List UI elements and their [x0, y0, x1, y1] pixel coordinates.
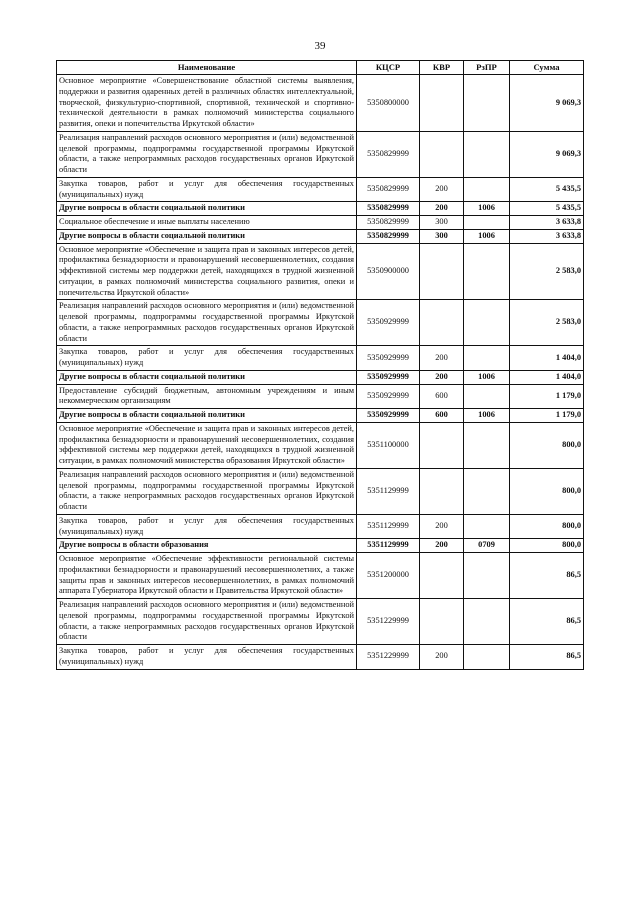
- page-number: 39: [314, 40, 326, 52]
- row-kvr: 200: [420, 539, 464, 553]
- table-header-row: [57, 61, 584, 75]
- row-kvr: [420, 553, 464, 599]
- table-row: [57, 370, 584, 384]
- row-kvr: 200: [420, 177, 464, 202]
- row-name: Закупка товаров, работ и услуг для обеспечения государственных (муниципальных) нужд: [57, 645, 357, 670]
- row-rzpr: [464, 131, 510, 177]
- row-name: Основное мероприятие «Обеспечение эффективности региональной системы профилактики безнадзорности и правонарушений несовершеннолетних, а также защиты прав и законных интересов несовершеннолетних, в рамках полномочий аппарата Губернатора Иркутской области и Правительства Иркутской области»: [57, 553, 357, 599]
- budget-table: [56, 60, 584, 670]
- row-name: Реализация направлений расходов основного мероприятия и (или) ведомственной целевой программы, подпрограммы государственной программы Иркутской области, а также непрограммных расходов государственных органов Иркутской области: [57, 300, 357, 346]
- row-kvr: [420, 422, 464, 468]
- row-rzpr: [464, 384, 510, 409]
- table-row: [57, 229, 584, 243]
- header-name: Наименование: [57, 61, 357, 75]
- row-name: Другие вопросы в области социальной политики: [57, 229, 357, 243]
- table-body: [57, 75, 584, 670]
- row-kvr: [420, 599, 464, 645]
- row-sum: 800,0: [510, 422, 584, 468]
- row-kcsr: 5351129999: [357, 514, 420, 539]
- row-kvr: 600: [420, 409, 464, 423]
- table-row: [57, 468, 584, 514]
- row-kcsr: 5350829999: [357, 229, 420, 243]
- row-sum: 86,5: [510, 553, 584, 599]
- row-kvr: 200: [420, 514, 464, 539]
- row-name: Реализация направлений расходов основного мероприятия и (или) ведомственной целевой программы, подпрограммы государственной программы Иркутской области, а также непрограммных расходов государственных органов Иркутской области: [57, 131, 357, 177]
- table-row: [57, 384, 584, 409]
- row-kvr: 200: [420, 346, 464, 371]
- row-rzpr: [464, 645, 510, 670]
- row-kcsr: 5350829999: [357, 216, 420, 230]
- row-sum: 9 069,3: [510, 131, 584, 177]
- row-rzpr: [464, 243, 510, 300]
- row-kcsr: 5350929999: [357, 346, 420, 371]
- row-rzpr: [464, 422, 510, 468]
- table-row: [57, 553, 584, 599]
- table-row: [57, 409, 584, 423]
- row-kvr: [420, 131, 464, 177]
- row-rzpr: 1006: [464, 370, 510, 384]
- row-kcsr: 5350829999: [357, 177, 420, 202]
- table-row: [57, 514, 584, 539]
- row-name: Другие вопросы в области социальной политики: [57, 202, 357, 216]
- row-sum: 800,0: [510, 539, 584, 553]
- row-kcsr: 5350929999: [357, 370, 420, 384]
- row-name: Социальное обеспечение и иные выплаты населению: [57, 216, 357, 230]
- row-rzpr: [464, 346, 510, 371]
- row-sum: 86,5: [510, 645, 584, 670]
- row-sum: 3 633,8: [510, 216, 584, 230]
- row-rzpr: 1006: [464, 409, 510, 423]
- row-kvr: [420, 75, 464, 132]
- row-kvr: 300: [420, 216, 464, 230]
- row-kcsr: 5350829999: [357, 202, 420, 216]
- table-row: [57, 243, 584, 300]
- row-kvr: 600: [420, 384, 464, 409]
- row-sum: 1 179,0: [510, 409, 584, 423]
- row-kcsr: 5350929999: [357, 300, 420, 346]
- table-row: [57, 599, 584, 645]
- header-sum: Сумма: [510, 61, 584, 75]
- row-name: Реализация направлений расходов основного мероприятия и (или) ведомственной целевой программы, подпрограммы государственной программы Иркутской области, а также непрограммных расходов государственных органов Иркутской области: [57, 468, 357, 514]
- row-kcsr: 5351229999: [357, 645, 420, 670]
- table-row: [57, 422, 584, 468]
- row-rzpr: [464, 553, 510, 599]
- row-kvr: 300: [420, 229, 464, 243]
- row-kcsr: 5351129999: [357, 468, 420, 514]
- row-name: Предоставление субсидий бюджетным, автономным учреждениям и иным некоммерческим организациям: [57, 384, 357, 409]
- row-sum: 3 633,8: [510, 229, 584, 243]
- table-row: [57, 300, 584, 346]
- header-rzpr: РзПР: [464, 61, 510, 75]
- table-row: [57, 216, 584, 230]
- row-name: Закупка товаров, работ и услуг для обеспечения государственных (муниципальных) нужд: [57, 177, 357, 202]
- header-kcsr: КЦСР: [357, 61, 420, 75]
- row-rzpr: [464, 599, 510, 645]
- table-row: [57, 131, 584, 177]
- table-row: [57, 75, 584, 132]
- row-kcsr: 5350800000: [357, 75, 420, 132]
- row-kcsr: 5350829999: [357, 131, 420, 177]
- header-kvr: КВР: [420, 61, 464, 75]
- row-sum: 2 583,0: [510, 243, 584, 300]
- row-rzpr: [464, 177, 510, 202]
- row-name: Другие вопросы в области социальной политики: [57, 370, 357, 384]
- row-rzpr: [464, 468, 510, 514]
- row-rzpr: [464, 300, 510, 346]
- row-rzpr: [464, 216, 510, 230]
- table-row: [57, 645, 584, 670]
- row-kcsr: 5351200000: [357, 553, 420, 599]
- row-name: Основное мероприятие «Совершенствование областной системы выявления, поддержки и развития одаренных детей в различных областях интеллектуальной, творческой, физкультурно-спортивной, спортивной, технической и спортивно-технической деятельности в рамках полномочий министерства социального развития, опеки и попечительства Иркутской области»: [57, 75, 357, 132]
- row-kcsr: 5351100000: [357, 422, 420, 468]
- row-name: Другие вопросы в области социальной политики: [57, 409, 357, 423]
- row-kvr: 200: [420, 370, 464, 384]
- row-kcsr: 5351129999: [357, 539, 420, 553]
- row-kvr: 200: [420, 202, 464, 216]
- row-kvr: [420, 468, 464, 514]
- row-kvr: [420, 243, 464, 300]
- row-rzpr: 0709: [464, 539, 510, 553]
- row-sum: 1 404,0: [510, 370, 584, 384]
- row-kcsr: 5351229999: [357, 599, 420, 645]
- row-rzpr: 1006: [464, 202, 510, 216]
- row-sum: 800,0: [510, 514, 584, 539]
- table-row: [57, 177, 584, 202]
- table-row: [57, 539, 584, 553]
- row-rzpr: [464, 514, 510, 539]
- row-kcsr: 5350929999: [357, 384, 420, 409]
- row-kcsr: 5350900000: [357, 243, 420, 300]
- row-rzpr: [464, 75, 510, 132]
- row-sum: 1 404,0: [510, 346, 584, 371]
- row-sum: 5 435,5: [510, 202, 584, 216]
- row-sum: 2 583,0: [510, 300, 584, 346]
- row-kcsr: 5350929999: [357, 409, 420, 423]
- row-name: Закупка товаров, работ и услуг для обеспечения государственных (муниципальных) нужд: [57, 346, 357, 371]
- row-sum: 800,0: [510, 468, 584, 514]
- row-name: Другие вопросы в области образования: [57, 539, 357, 553]
- row-name: Основное мероприятие «Обеспечение и защита прав и законных интересов детей, профилактика безнадзорности и правонарушений несовершеннолетних, создания эффективной системы мер поддержки детей, находящихся в трудной жизненной ситуации, в рамках полномочий министерства социального развития, опеки и попечительства Иркутской области»: [57, 243, 357, 300]
- row-sum: 5 435,5: [510, 177, 584, 202]
- row-kvr: 200: [420, 645, 464, 670]
- row-kvr: [420, 300, 464, 346]
- row-name: Основное мероприятие «Обеспечение и защита прав и законных интересов детей, профилактика безнадзорности и правонарушений несовершеннолетних, создания эффективной системы мер поддержки детей, находящихся в трудной жизненной ситуации, в рамках полномочий министерства образования Иркутской области»: [57, 422, 357, 468]
- row-name: Реализация направлений расходов основного мероприятия и (или) ведомственной целевой программы, подпрограммы государственной программы Иркутской области, а также непрограммных расходов государственных органов Иркутской области: [57, 599, 357, 645]
- row-rzpr: 1006: [464, 229, 510, 243]
- row-name: Закупка товаров, работ и услуг для обеспечения государственных (муниципальных) нужд: [57, 514, 357, 539]
- row-sum: 9 069,3: [510, 75, 584, 132]
- table-row: [57, 346, 584, 371]
- row-sum: 1 179,0: [510, 384, 584, 409]
- row-sum: 86,5: [510, 599, 584, 645]
- table-row: [57, 202, 584, 216]
